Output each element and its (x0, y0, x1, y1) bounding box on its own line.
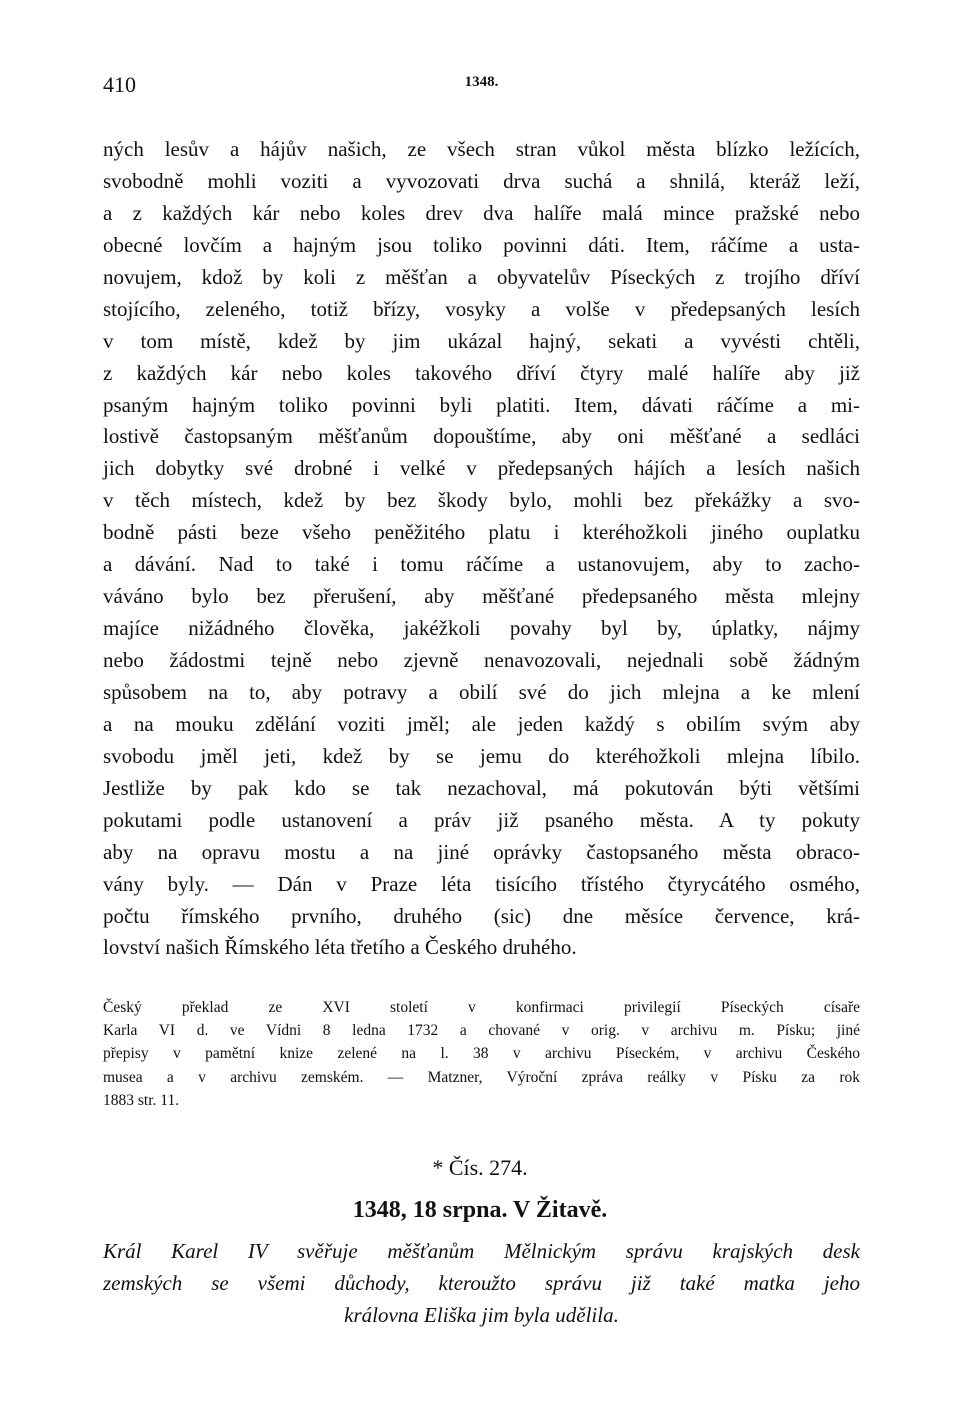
note-line: Český překlad ze XVI století v konfirmaci privilegií Píseckých císaře (103, 999, 860, 1016)
text-line: obecné lovčím a hajným jsou toliko povinni dáti. Item, ráčíme a usta- (103, 232, 860, 257)
text-line: v tom místě, kdež by jim ukázal hajný, sekati a vyvésti chtěli, (103, 328, 860, 353)
text-line: stojícího, zeleného, totiž břízy, vosyky a volše v předepsaných lesích (103, 296, 860, 321)
text-line: majíce nižádného člověka, jakéžkoli povahy byl by, úplatky, nájmy (103, 616, 860, 641)
text-line: novujem, kdož by koli z měšťan a obyvatelův Píseckých z trojího dříví (103, 264, 860, 289)
abstract-line: zemských se všemi důchody, kteroužto správu již také matka jeho (103, 1271, 860, 1295)
text-line: počtu římského prvního, druhého (sic) dne měsíce července, krá- (103, 903, 860, 928)
text-line: váváno bylo bez přerušení, aby měšťané předepsaného města mlejny (103, 584, 860, 609)
note-line: musea a v archivu zemském. — Matzner, Výroční zpráva reálky v Písku za rok (103, 1068, 860, 1086)
text-line: a z každých kár nebo koles drev dva halíře malá mince pražské nebo (103, 200, 860, 225)
note-line: 1883 str. 11. (103, 1091, 180, 1109)
text-line: Jestliže by pak kdo se tak nezachoval, má pokutován býti většími (103, 775, 860, 800)
note-line: Karla VI d. ve Vídni 8 ledna 1732 a chované v orig. v archivu m. Písku; jiné (103, 1022, 860, 1040)
text-line: ných lesův a hájův našich, ze všech stran vůkol města blízko ležících, (103, 137, 860, 161)
text-line: z každých kár nebo koles takového dříví čtyry malé halíře aby již (103, 360, 860, 385)
text-line: vány byly. — Dán v Praze léta tisícího třístého čtyrycátého osmého, (103, 871, 860, 896)
running-head: 1348. (464, 74, 499, 90)
text-line: bodně pásti beze všeho peněžitého platu i kteréhožkoli jiného ouplatku (103, 520, 860, 545)
text-line: aby na opravu mostu a na jiné oprávky častopsaného města obraco- (103, 839, 860, 864)
page-number: 410 (103, 72, 136, 97)
text-line: spůsobem na to, aby potravy a obilí své do jich mlejna a ke mlení (103, 679, 860, 704)
document-number: * Čís. 274. (432, 1155, 528, 1180)
text-line: jich dobytky své drobné i velké v předepsaných hájích a lesích našich (103, 456, 860, 481)
document-abstract (103, 1235, 860, 1331)
text-line: svobodu jměl jeti, kdež by se jemu do kteréhožkoli mlejna líbilo. (103, 743, 860, 768)
source-note (103, 996, 860, 1112)
text-line: v těch místech, kdež by bez škody bylo, mohli bez překážky a svo- (103, 488, 860, 513)
text-line: a dávání. Nad to také i tomu ráčíme a ustanovujem, aby to zacho- (103, 552, 860, 577)
text-line: a na mouku zdělání voziti jměl; ale jeden každý s obilím svým aby (103, 711, 860, 736)
main-text (103, 134, 860, 964)
abstract-line: královna Eliška jim byla udělila. (344, 1303, 619, 1327)
document-date-place: 1348, 18 srpna. V Žitavě. (352, 1197, 608, 1223)
text-line: nebo žádostmi tejně nebo zjevně nenavozovali, nejednali sobě žádným (103, 648, 860, 672)
note-line: přepisy v pamětní knize zelené na l. 38 v archivu Píseckém, v archivu Českého (103, 1045, 860, 1063)
abstract-line: Král Karel IV svěřuje měšťanům Mělnickým správu krajských desk (103, 1239, 860, 1263)
text-line: pokutami podle ustanovení a práv již psaného města. A ty pokuty (103, 807, 860, 832)
text-line: psaným hajným toliko povinni byli platiti. Item, dávati ráčíme a mi- (103, 392, 860, 417)
text-line: lovství našich Římského léta třetího a Českého druhého. (103, 935, 577, 960)
text-line: svobodně mohli voziti a vyvozovati drva suchá a shnilá, kteráž leží, (103, 168, 860, 193)
page-header (103, 70, 860, 100)
text-line: lostivě častopsaným měšťanům dopouštíme, aby oni měšťané a sedláci (103, 424, 860, 449)
